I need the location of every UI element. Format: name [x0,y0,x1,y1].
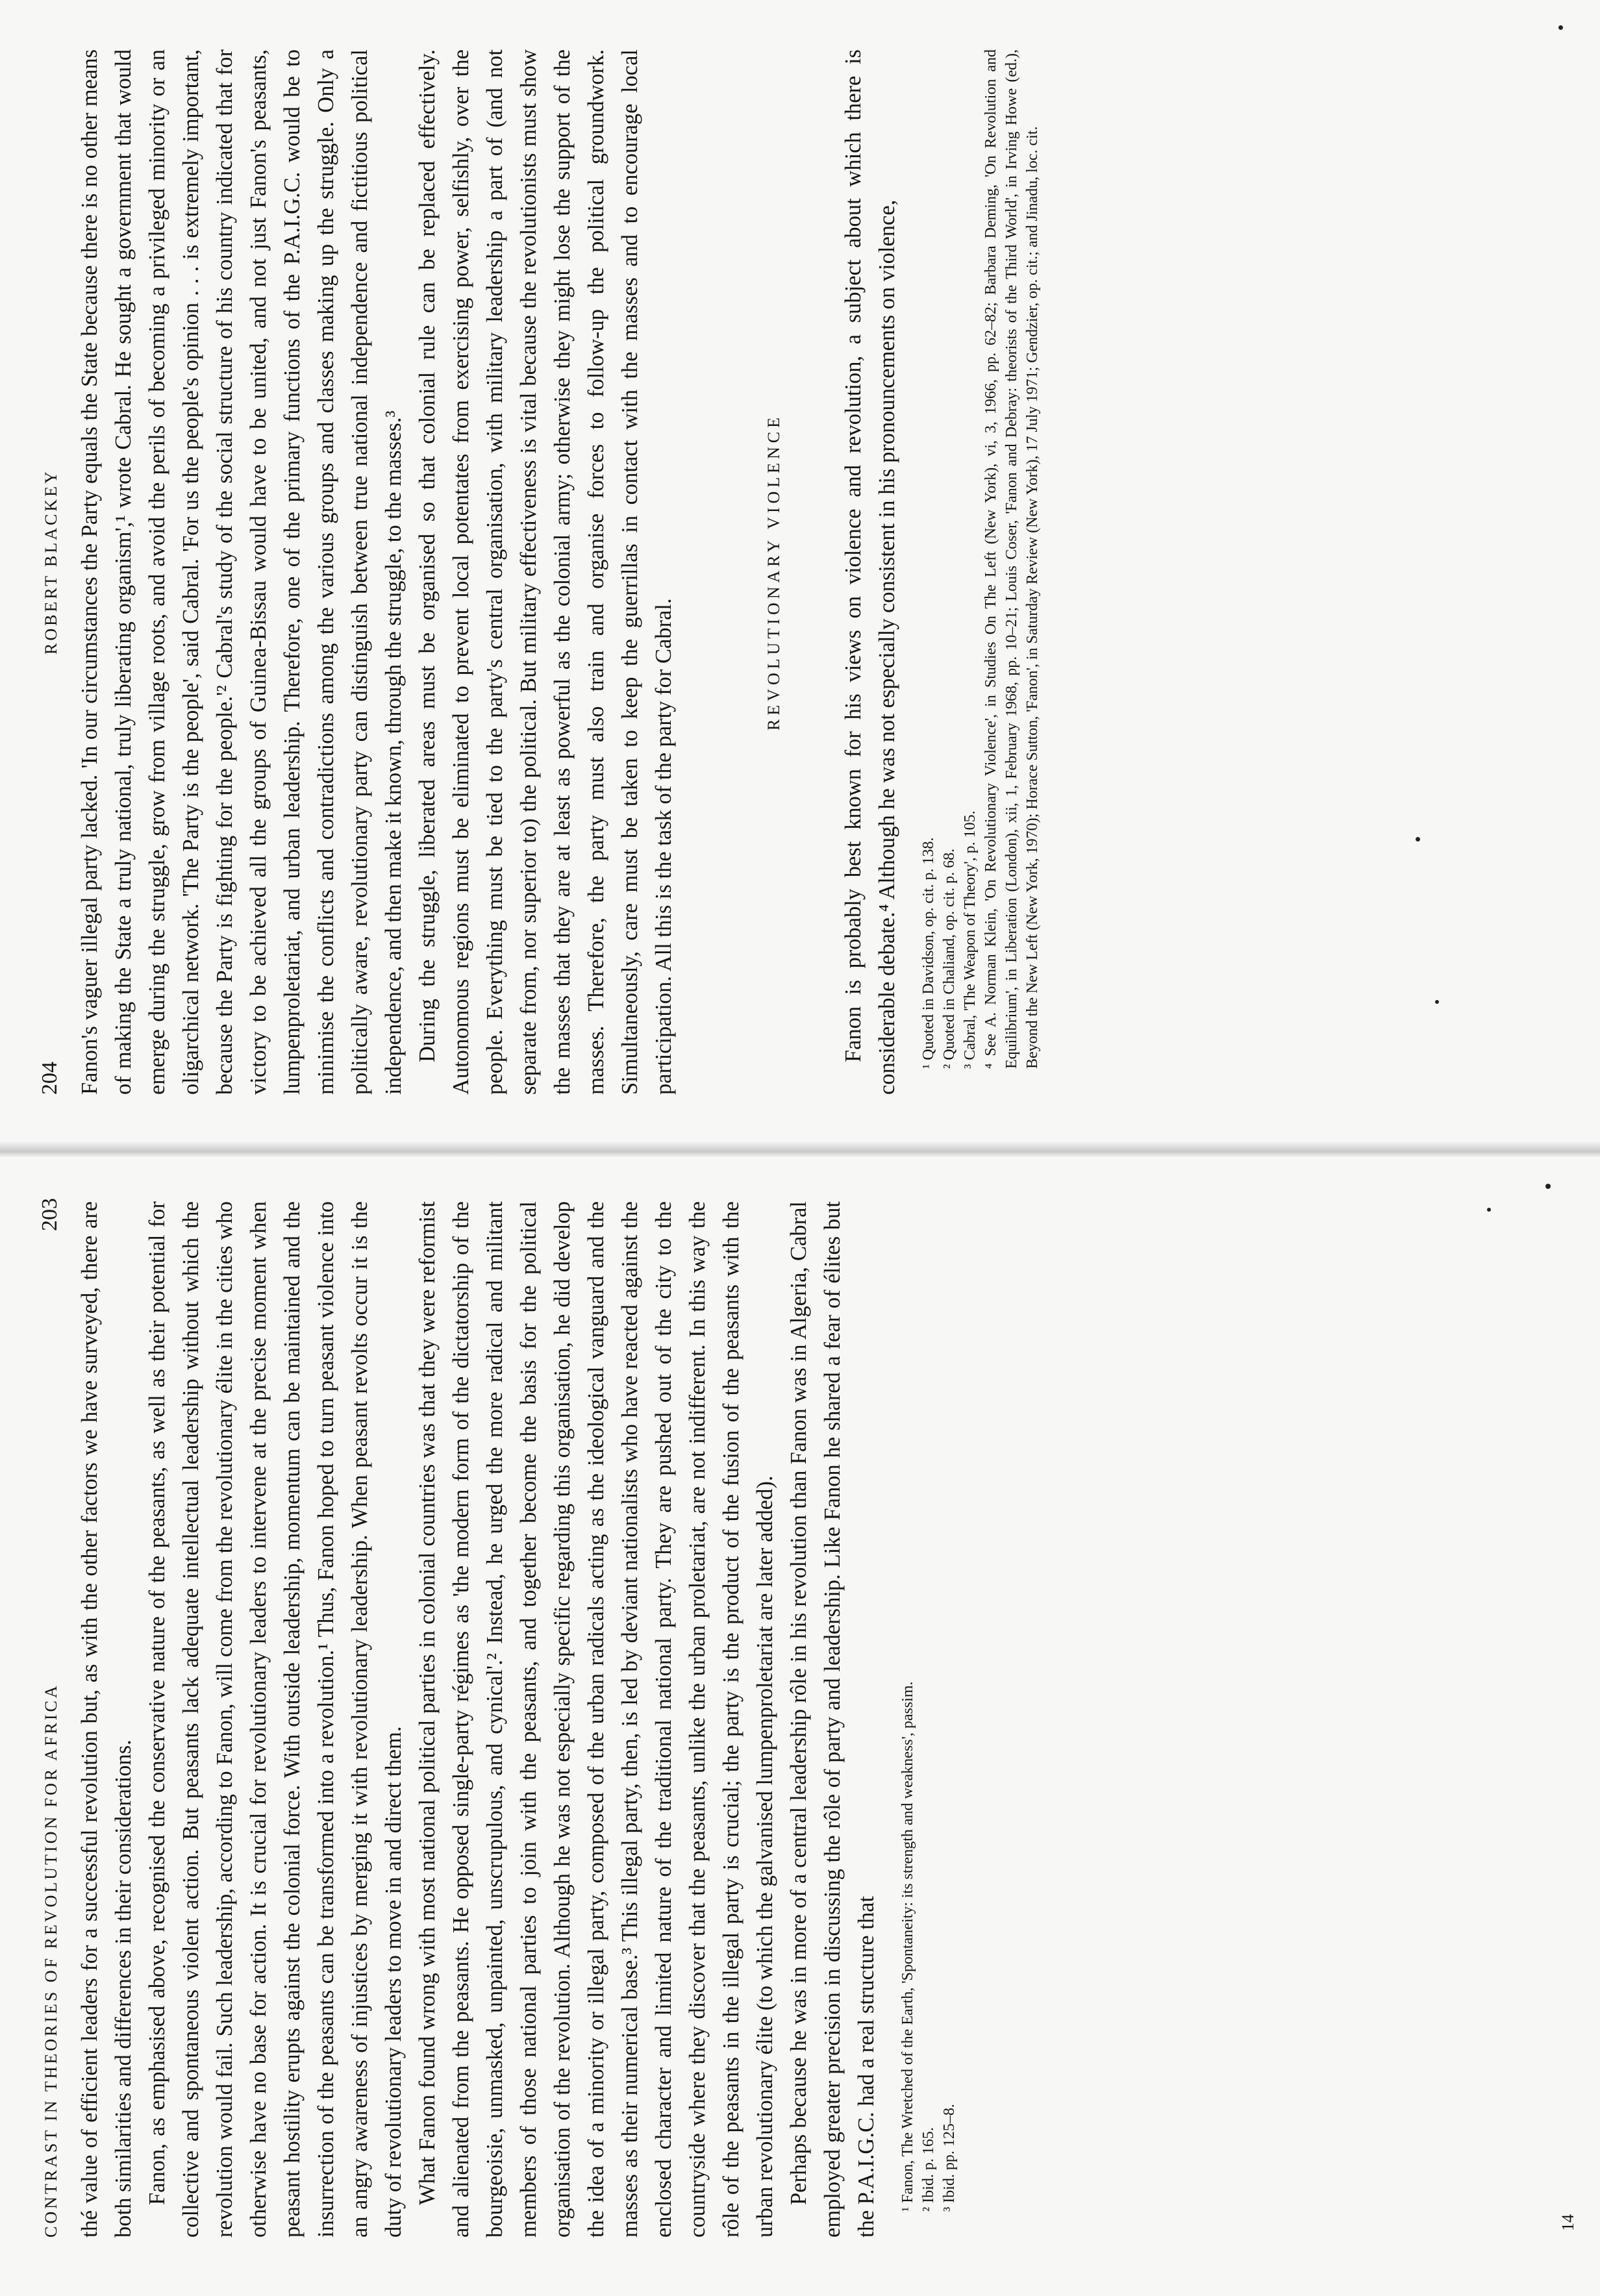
left-page [0,1148,1600,2296]
scan-speck [1416,837,1420,842]
left-text-column [73,1201,960,2238]
right-footnotes [918,49,1043,1095]
footnote: ⁴ See A. Norman Klein, 'On Revolutionary Violence', in Studies On The Left (New York), vi, 3, 1966, pp. 62–82; Barbara Deming, 'On Revolution and Equilibrium', in Liberation (London), xii, 1, February 1968, pp. 10–21; Louis Coser, 'Fanon and Debray: theorists of the Third World', in Irving Howe (ed.), Beyond the New Left (New York, 1970); Horace Sutton, 'Fanon', in Saturday Review (New York), 17 July 1971; Gendzier, op. cit.; and Jinadu, loc. cit. [982,49,1041,1069]
paragraph: Fanon, as emphasised above, recognised the conservative nature of the peasants, as well as their potential for collective and spontaneous violent action. But peasants lack adequate intellectual leadership without which the revolution would fail. Such leadership, according to Fanon, will come from the revolutionary élite in the cities who otherwise have no base for action. It is crucial for revolutionary leaders to intervene at the precise moment when peasant hostility erupts against the colonial force. With outside leadership, momentum can be maintained and the insurrection of the peasants can be transformed into a revolution.¹ Thus, Fanon hoped to turn peasant violence into an angry awareness of injustices by merging it with revolutionary leadership. When peasant revolts occur it is the duty of revolutionary leaders to move in and direct them. [145,1201,406,2238]
footnote: ² Ibid. p. 165. [920,2127,937,2212]
right-text-column [73,49,1043,1095]
footnote: ³ Ibid. pp. 125–8. [941,2104,958,2212]
right-page-number: 204 [38,1062,62,1095]
paragraph: During the struggle, liberated areas must be organised so that colonial rule can be replaced effectively. Autonomous regions must be eliminated to prevent local potentates from exercising power, selfishly, over the people. Everything must be tied to the party's central organisation, with military leadership a part of (and not separate from, nor superior to) the political. But military effectiveness is vital because the revolutionists must show the masses that they are at least as powerful as the colonial army; otherwise they might lose the support of the masses. Therefore, the party must also train and organise forces to follow-up the political groundwork. Simultaneously, care must be taken to keep the guerrillas in contact with the masses and to encourage local participation. All this is the task of the party for Cabral. [415,49,676,1095]
paragraph: thé value of efficient leaders for a successful revolution but, as with the other factors we have surveyed, there are both similarities and differences in their considerations. [77,1201,136,2238]
footnote: ³ Cabral, 'The Weapon of Theory', p. 105. [962,810,979,1069]
left-footnotes [897,1201,960,2238]
section-heading: REVOLUTIONARY VIOLENCE [764,413,783,731]
paragraph: Fanon's vaguer illegal party lacked. 'In our circumstances the Party equals the State because there is no other means of making the State a truly national, truly liberating organism',¹ wrote Cabral. He sought a government that would emerge during the struggle, grow from village roots, and avoid the perils of becoming a privileged minority or an oligarchical network. 'The Party is the people', said Cabral. 'For us the people's opinion . . . is extremely important, because the Party is fighting for the people.'² Cabral's study of the social structure of his country indicated that for victory to be achieved all the groups of Guinea-Bissau would have to be united, and not just Fanon's peasants, lumpenproletariat, and urban leadership. Therefore, one of the primary functions of the P.A.I.G.C. would be to minimise the conflicts and contradictions among the various groups and classes making up the struggle. Only a politically aware, revolutionary party can distinguish between true national independence and fictitious political independence, and then make it known, through the struggle, to the masses.³ [77,49,406,1095]
scan-speck [1558,25,1563,30]
left-running-title: CONTRAST IN THEORIES OF REVOLUTION FOR AFRICA [42,1683,60,2238]
footnote: ¹ Quoted in Davidson, op. cit. p. 138. [920,837,937,1069]
signature-mark: 14 [1558,2214,1577,2231]
left-page-number: 203 [38,1198,62,1231]
scan-speck [1487,1208,1491,1212]
paragraph: Perhaps because he was in more of a central leadership rôle in his revolution than Fanon was in Algeria, Cabral employed greater precision in discussing the rôle of party and leadership. Like Fanon he shared a fear of élites but the P.A.I.G.C. had a real structure that [786,1201,879,2238]
footnote: ² Quoted in Chaliand, op. cit. p. 68. [941,848,958,1069]
footnote: ¹ Fanon, The Wretched of the Earth, 'Spontaneity: its strength and weakness', passim. [899,1681,916,2212]
right-running-title: ROBERT BLACKEY [42,469,60,655]
scan-speck [1435,1000,1439,1004]
scan-speck [1545,1184,1551,1189]
paragraph: Fanon is probably best known for his views on violence and revolution, a subject about which there is considerable debate.⁴ Although he was not especially consistent in his pronouncements on violence, [841,49,899,1095]
paragraph: What Fanon found wrong with most national political parties in colonial countries was that they were reformist and alienated from the peasants. He opposed single-party régimes as 'the modern form of the dictatorship of the bourgeoisie, unmasked, unpainted, unscrupulous, and cynical'.² Instead, he urged the more radical and militant members of those national parties to join with the peasants, and together become the basis for the political organisation of the revolution. Although he was not especially specific regarding this organisation, he did develop the idea of a minority or illegal party, composed of the urban radicals acting as the ideological vanguard and the masses as their numerical base.³ This illegal party, then, is led by deviant nationalists who have reacted against the enclosed character and limited nature of the traditional national party. They are pushed out of the city to the countryside where they discover that the peasants, unlike the urban proletariat, are not indifferent. In this way the rôle of the peasants in the illegal party is crucial; the party is the product of the fusion of the peasants with the urban revolutionary élite (to which the galvanised lumpenproletariat are later added). [415,1201,777,2238]
